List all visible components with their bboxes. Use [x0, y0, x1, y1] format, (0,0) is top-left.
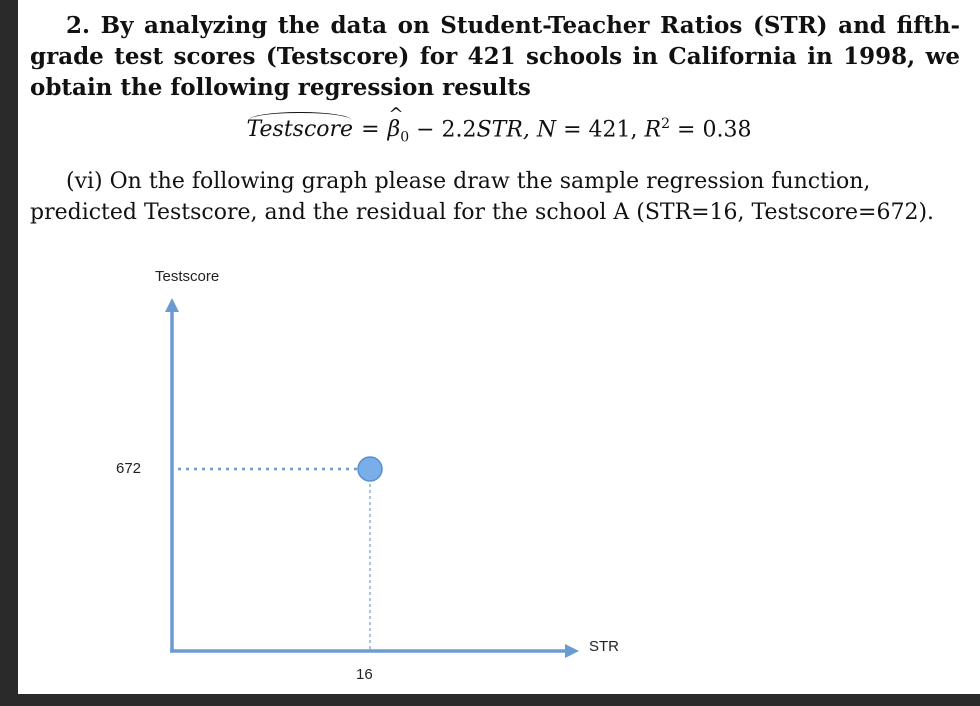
y-tick-label: 672	[116, 460, 142, 477]
equation-r: R	[644, 117, 662, 143]
y-axis-arrowhead	[165, 298, 179, 312]
equation-r-value: = 0.38	[670, 117, 752, 143]
x-axis-arrowhead	[565, 644, 579, 658]
x-tick-label: 16	[356, 666, 373, 683]
equation-equals: =	[361, 117, 380, 143]
equation-n-value: = 421,	[556, 117, 645, 143]
school-a-point	[358, 457, 382, 481]
x-axis-label: STR	[589, 638, 619, 655]
question-number: 2.	[66, 12, 91, 39]
graph-area	[18, 0, 980, 694]
part-vi-text: (vi) On the following graph please draw the sample regression function, predicted Testscore, and the residual for the school A (STR=16, Testscore=672).	[30, 169, 935, 225]
equation-str: STR	[476, 117, 523, 143]
equation-lhs: Testscore	[246, 117, 354, 143]
equation-n: , N	[522, 117, 557, 143]
question-body: By analyzing the data on Student-Teacher Ratios (STR) and fifth-grade test scores (Testscore) for 421 schools in California in 1998, we obtain the following regression results	[30, 12, 961, 101]
equation-beta-sub: 0	[400, 129, 410, 146]
document-page	[18, 0, 980, 694]
equation-beta: ^ β	[388, 117, 401, 142]
equation-minus-term: − 2.2	[409, 117, 477, 143]
equation-r-sup: 2	[661, 116, 671, 132]
y-axis-label: Testscore	[155, 268, 220, 285]
